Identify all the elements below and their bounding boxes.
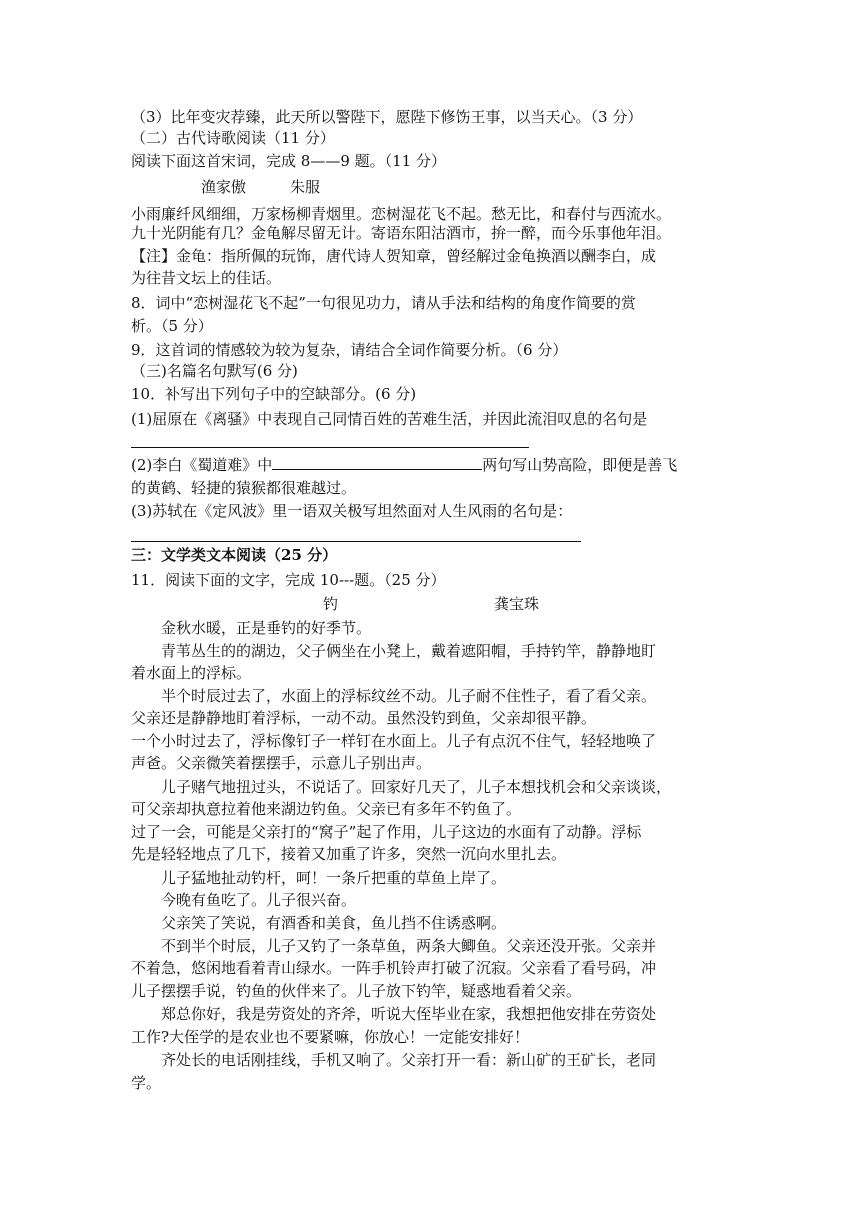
text-line: （3）比年变灾荐臻，此天所以警陛下，愿陛下修饬王事，以当天心。（3 分） [131,108,643,126]
question-line: (1)屈原在《离骚》中表现自己同情百姓的苦难生活，并因此流泪叹息的名句是 [131,410,648,428]
story-line: 不到半个时辰，儿子又钓了一条草鱼，两条大鲫鱼。父亲还没开张。父亲并 [161,937,657,955]
story-line: 不着急，悠闲地看着青山绿水。一阵手机铃声打破了沉寂。父亲看了看号码，冲 [131,959,657,977]
story-line: 过了一会，可能是父亲打的“窝子”起了作用，儿子这边的水面有了动静。浮标 [131,823,642,841]
story-line: 可父亲却执意拉着他来湖边钓鱼。父亲已有多年不钓鱼了。 [131,800,522,818]
story-line: 学。 [131,1074,162,1092]
story-line: 半个时辰过去了，水面上的浮标纹丝不动。儿子耐不住性子，看了看父亲。 [161,687,657,705]
question-line: 9．这首词的情感较为较为复杂，请结合全词作简要分析。（6 分） [131,341,568,359]
answer-blank [272,454,482,470]
story-line: 儿子摆摆手说，钓鱼的伙伴来了。儿子放下钓竿，疑惑地看着父亲。 [131,982,582,1000]
story-line: 先是轻轻地点了几下，接着又加重了许多，突然一沉向水里扎去。 [131,845,567,863]
story-line: 青苇丛生的的湖边，父子俩坐在小凳上，戴着遮阳帽，手持钓竿，静静地盯 [161,642,657,660]
q10-2-after: 两句写山势高险，即便是善飞 [482,456,678,474]
question-line: 10．补写出下列句子中的空缺部分。(6 分) [131,385,417,403]
note-line: 【注】金龟：指所佩的玩饰，唐代诗人贺知章，曾经解过金龟换酒以酬李白，成 [131,247,657,265]
story-author: 龚宝珠 [494,595,540,613]
story-line: 工作?大侄学的是农业也不要紧嘛，你放心！一定能安排好！ [131,1028,530,1046]
poem-title: 渔家傲 [201,178,247,196]
q10-2-before: (2)李白《蜀道难》中 [131,456,273,474]
question-line: 的黄鹤、轻捷的猿猴都很难越过。 [131,479,357,497]
story-line: 一个小时过去了，浮标像钉子一样钉在水面上。儿子有点沉不住气，轻轻地唤了 [131,732,657,750]
poem-author: 朱服 [290,178,321,196]
answer-blank-line [131,541,581,542]
section-heading: （三)名篇名句默写(6 分) [131,362,298,380]
story-line: 父亲笑了笑说，有酒香和美食，鱼儿挡不住诱惑啊。 [161,914,507,932]
story-title: 钓 [323,595,339,613]
story-line: 今晚有鱼吃了。儿子很兴奋。 [161,891,357,909]
story-line: 儿子赌气地扭过头，不说话了。回家好几天了，儿子本想找机会和父亲谈谈， [161,778,672,796]
section-heading: 三：文学类文本阅读（25 分） [131,546,338,564]
question-line [131,454,736,475]
question-line: (3)苏轼在《定风波》里一语双关极写坦然面对人生风雨的名句是： [131,502,573,520]
story-line: 儿子猛地扯动钓杆，呵！一条斤把重的草鱼上岸了。 [161,869,507,887]
story-line: 郑总你好，我是劳资处的齐斧，听说大侄毕业在家，我想把他安排在劳资处 [161,1005,657,1023]
story-line: 齐处长的电话刚挂线，手机又响了。父亲打开一看：新山矿的王矿长，老同 [161,1051,657,1069]
story-line: 父亲还是静静地盯着浮标，一动不动。虽然没钓到鱼，父亲却很平静。 [131,709,597,727]
poem-line: 九十光阴能有几？金龟解尽留无计。寄语东阳沽酒市，拚一醉，而今乐事他年泪。 [131,224,672,242]
question-line: 11．阅读下面的文字，完成 10---题。（25 分） [131,571,446,589]
story-line: 声爸。父亲微笑着摆摆手，示意儿子别出声。 [131,754,432,772]
poem-line: 小雨廉纤风细细，万家杨柳青烟里。恋树湿花飞不起。愁无比，和春付与西流水。 [131,205,672,223]
question-line: 析。（5 分） [131,317,213,335]
note-line: 为往昔文坛上的佳话。 [131,269,282,287]
answer-blank-line [131,447,529,448]
text-line: 阅读下面这首宋词，完成 8——9 题。（11 分） [131,152,446,170]
question-line: 8．词中“恋树湿花飞不起”一句很见功力，请从手法和结构的角度作简要的赏 [131,294,636,312]
section-heading: （二）古代诗歌阅读（11 分） [131,129,335,147]
story-line: 着水面上的浮标。 [131,664,252,682]
story-line: 金秋水暖，正是垂钓的好季节。 [161,619,372,637]
